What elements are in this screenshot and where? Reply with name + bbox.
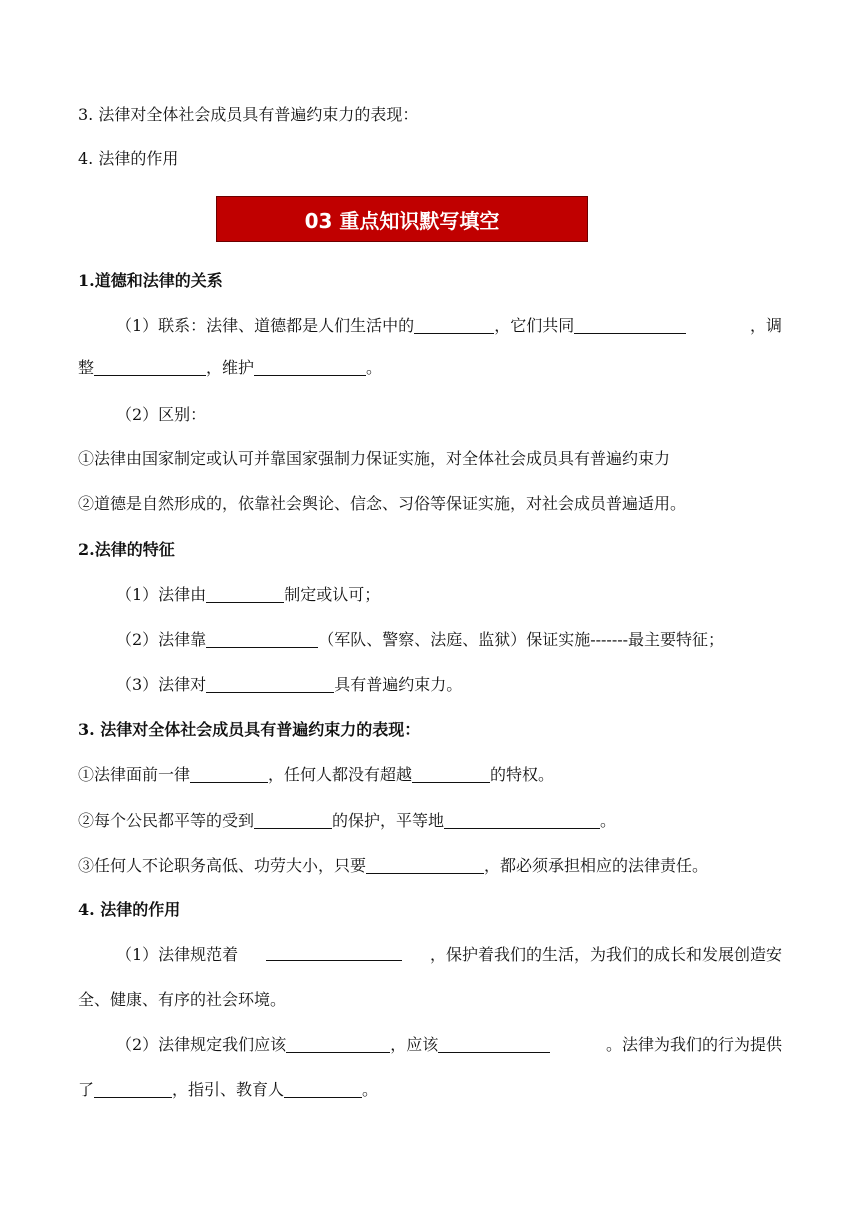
section-3-title: 3. 法律对全体社会成员具有普遍约束力的表现： (78, 720, 421, 739)
blank[interactable] (254, 812, 332, 829)
s1-line-1: （1）联系：法律、道德都是人们生活中的 ，它们共同 ，调 (116, 316, 782, 335)
blank[interactable] (94, 1081, 172, 1098)
s4-line-2: 全、健康、有序的社会环境。 (78, 990, 287, 1009)
s4-line-1: （1）法律规范着 ，保护着我们的生活，为我们的成长和发展创造安 (116, 945, 782, 964)
blank[interactable] (206, 631, 318, 648)
s2-line-2: （2）法律靠 （军队、警察、法庭、监狱）保证实施-------最主要特征； (116, 630, 725, 649)
blank[interactable] (444, 812, 600, 829)
s3-line-1: ①法律面前一律 ，任何人都没有超越 的特权。 (78, 765, 555, 784)
s2-line-3: （3）法律对 具有普遍约束力。 (116, 675, 463, 694)
s3-line-2: ②每个公民都平等的受到 的保护，平等地 。 (78, 811, 617, 830)
banner-title: 03 重点知识默写填空 (304, 208, 500, 233)
section-2-title: 2.法律的特征 (78, 540, 175, 559)
s1-line-2: 整 ，维护 。 (78, 358, 383, 377)
blank[interactable] (266, 944, 402, 961)
blank[interactable] (574, 317, 686, 334)
s1-line-4: ①法律由国家制定或认可并靠国家强制力保证实施，对全体社会成员具有普遍约束力 (78, 449, 671, 468)
s1-line-3: （2）区别： (116, 405, 207, 424)
blank[interactable] (94, 359, 206, 376)
blank[interactable] (412, 766, 490, 783)
s2-line-1: （1）法律由 制定或认可； (116, 585, 381, 604)
s4-line-3: （2）法律规定我们应该 ，应该 。法律为我们的行为提供 (116, 1035, 782, 1054)
section-1-title: 1.道德和法律的关系 (78, 271, 223, 290)
section-4-title: 4. 法律的作用 (78, 900, 181, 919)
blank[interactable] (286, 1036, 390, 1053)
blank[interactable] (366, 857, 484, 874)
toc-item-4: 4. 法律的作用 (78, 149, 179, 168)
blank[interactable] (254, 359, 366, 376)
toc-item-3: 3. 法律对全体社会成员具有普遍约束力的表现： (78, 105, 419, 124)
blank[interactable] (284, 1081, 362, 1098)
blank[interactable] (206, 676, 334, 693)
blank[interactable] (414, 317, 494, 334)
s4-line-4: 了 ，指引、教育人 。 (78, 1080, 379, 1099)
section-banner (216, 196, 588, 242)
blank[interactable] (438, 1036, 550, 1053)
s3-line-3: ③任何人不论职务高低、功劳大小，只要 ，都必须承担相应的法律责任。 (78, 856, 709, 875)
s1-line-5: ②道德是自然形成的，依靠社会舆论、信念、习俗等保证实施，对社会成员普遍适用。 (78, 494, 687, 513)
blank[interactable] (190, 766, 268, 783)
blank[interactable] (206, 586, 284, 603)
